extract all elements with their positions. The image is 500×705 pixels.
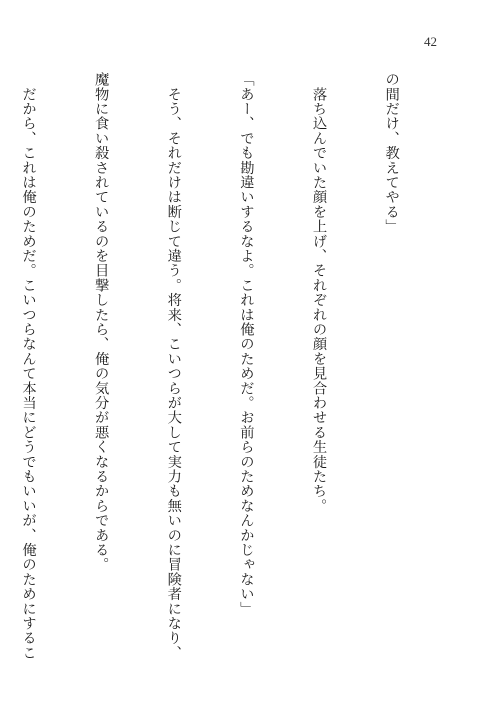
- text-line: 落ち込んでいた顔を上げ、それぞれの顔を見合わせる生徒たち。: [310, 72, 327, 513]
- text-line: 魔物に食い殺されているのを目撃したら、俺の気分が悪くなるからである。: [93, 72, 110, 572]
- text-line: 「あー、でも勘違いするなよ。これは俺のためだ。お前らのためなんかじゃない」: [238, 72, 255, 616]
- vertical-text-block: [0, 72, 452, 660]
- text-line: そう、それだけは断じて違う。将来、こいつらが大して実力も無いのに冒険者になり、: [165, 72, 182, 660]
- text-line: の間だけ、教えてやる」: [383, 72, 400, 234]
- text-line: だから、これは俺のためだ。こいつらなんて本当にどうでもいいが、俺のためにするこ: [20, 72, 37, 660]
- page-number: 42: [424, 34, 437, 49]
